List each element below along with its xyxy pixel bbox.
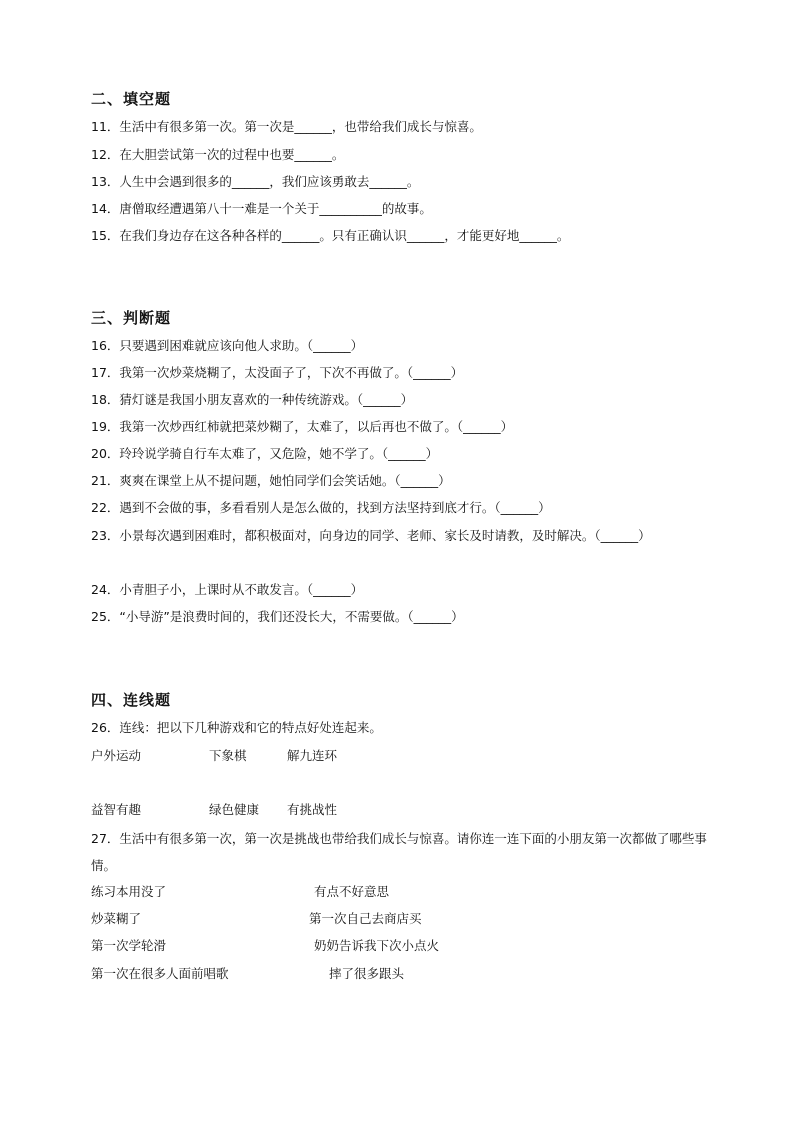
question-26-prompt: 26．连线：把以下几种游戏和它的特点好处连起来。: [91, 720, 382, 735]
activity-left: 炒菜糊了: [91, 911, 142, 926]
section-heading-match: 四、连线题: [91, 691, 172, 709]
game-option: 户外运动: [91, 748, 142, 763]
question-19: 19．我第一次炒西红柿就把菜炒糊了，太难了，以后再也不做了。（______）: [91, 419, 514, 434]
benefit-option: 绿色健康: [209, 802, 260, 817]
question-22: 22．遇到不会做的事，多看看别人是怎么做的，找到方法坚持到底才行。（______）: [91, 500, 551, 515]
activity-right: 第一次自己去商店买: [309, 911, 422, 926]
question-14: 14．唐僧取经遭遇第八十一难是一个关于__________的故事。: [91, 201, 432, 216]
question-17: 17．我第一次炒菜烧糊了，太没面子了，下次不再做了。（______）: [91, 365, 464, 380]
benefit-option: 有挑战性: [287, 802, 338, 817]
question-21: 21．爽爽在课堂上从不提问题，她怕同学们会笑话她。（______）: [91, 473, 451, 488]
activity-right: 有点不好意思: [314, 884, 390, 899]
question-25: 25．“小导游”是浪费时间的，我们还没长大，不需要做。（______）: [91, 609, 464, 624]
activity-right: 摔了很多跟头: [329, 966, 405, 981]
question-12: 12．在大胆尝试第一次的过程中也要______。: [91, 147, 345, 162]
game-option: 下象棋: [209, 748, 247, 763]
activity-left: 第一次学轮滑: [91, 938, 167, 953]
section-heading-judge: 三、判断题: [91, 309, 172, 327]
question-27-prompt: 27．生活中有很多第一次，第一次是挑战也带给我们成长与惊喜。请你连一连下面的小朋友第一次都做了哪些事情。: [91, 831, 707, 873]
activity-left: 练习本用没了: [91, 884, 167, 899]
question-23: 23．小景每次遇到困难时，都积极面对，向身边的同学、老师、家长及时请教，及时解决。（______）: [91, 528, 651, 543]
question-16: 16．只要遇到困难就应该向他人求助。（______）: [91, 338, 364, 353]
benefit-option: 益智有趣: [91, 802, 142, 817]
section-heading-fill: 二、填空题: [91, 90, 172, 108]
question-24: 24．小青胆子小，上课时从不敢发言。（______）: [91, 582, 364, 597]
question-13: 13．人生中会遇到很多的______，我们应该勇敢去______。: [91, 174, 420, 189]
question-15: 15．在我们身边存在这各种各样的______。只有正确认识______，才能更好地______。: [91, 228, 570, 243]
question-18: 18．猜灯谜是我国小朋友喜欢的一种传统游戏。（______）: [91, 392, 414, 407]
activity-left: 第一次在很多人面前唱歌: [91, 966, 229, 981]
game-option: 解九连环: [287, 748, 338, 763]
question-20: 20．玲玲说学骑自行车太难了，又危险，她不学了。（______）: [91, 446, 439, 461]
activity-right: 奶奶告诉我下次小点火: [314, 938, 440, 953]
question-11: 11．生活中有很多第一次。第一次是______，也带给我们成长与惊喜。: [91, 119, 482, 134]
